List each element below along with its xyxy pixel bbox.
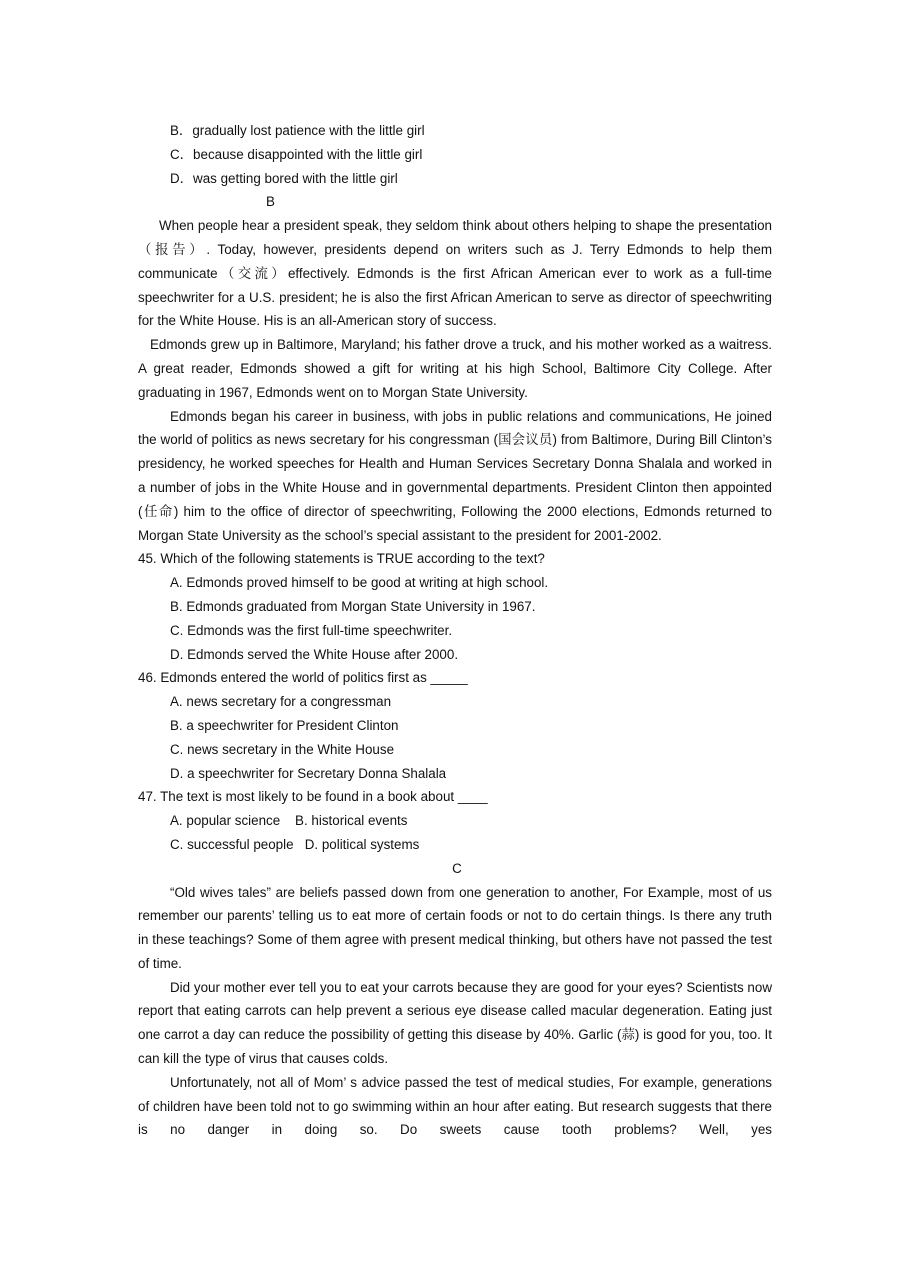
document-page bbox=[138, 119, 772, 1142]
prev-option-d: D．was getting bored with the little girl bbox=[170, 170, 398, 186]
question-46-option-c: C. news secretary in the White House bbox=[170, 741, 395, 757]
section-b-paragraph-2: Edmonds grew up in Baltimore, Maryland; his father drove a truck, and his mother worked as a waitress. A great reader, Edmonds showed a gift for writing at his high School, Baltimore City College. After graduating in 1967, Edmonds went on to Morgan State University. bbox=[138, 337, 772, 400]
question-47-stem: 47. The text is most likely to be found in a book about ____ bbox=[138, 789, 488, 805]
section-b-heading: B bbox=[266, 194, 275, 210]
question-45-option-b: B. Edmonds graduated from Morgan State University in 1967. bbox=[170, 598, 536, 614]
question-47-options-ab: A. popular science B. historical events bbox=[170, 813, 408, 829]
question-45-option-d: D. Edmonds served the White House after 2000. bbox=[170, 646, 459, 662]
question-47-options-cd: C. successful people D. political systems bbox=[170, 836, 420, 852]
question-45-option-c: C. Edmonds was the first full-time speechwriter. bbox=[170, 622, 453, 638]
prev-option-b: B．gradually lost patience with the little girl bbox=[170, 123, 425, 138]
question-46-option-d: D. a speechwriter for Secretary Donna Shalala bbox=[170, 765, 447, 781]
question-46-option-a: A. news secretary for a congressman bbox=[170, 694, 392, 710]
question-45-option-a: A. Edmonds proved himself to be good at writing at high school. bbox=[170, 575, 549, 591]
question-46-option-b: B. a speechwriter for President Clinton bbox=[170, 717, 399, 733]
section-b-paragraph-1: When people hear a president speak, they seldom think about others helping to shape the presentation（报告）. Today, however, presidents depend on writers such as J. Terry Edmonds to help them communicate（交流）effectively. Edmonds is the first African American ever to work as a full-time speechwriter for a U.S. president; he is also the first African American to serve as director of speechwriting for the White House. His is an all-American story of success. bbox=[138, 218, 772, 329]
section-c-paragraph-1: “Old wives tales” are beliefs passed down from one generation to another, For Example, most of us remember our parents’ telling us to eat more of certain foods or not to do certain things. Is there any truth in these teachings? Some of them agree with present medical thinking, but others have not passed the test of time. bbox=[138, 884, 772, 971]
question-46-stem: 46. Edmonds entered the world of politics first as _____ bbox=[138, 670, 468, 686]
section-b-paragraph-3: Edmonds began his career in business, with jobs in public relations and communications, He joined the world of politics as news secretary for his congressman (国会议员) from Baltimore, During Bill Clinton’s presidency, he worked speeches for Health and Human Services Secretary Donna Shalala and worked in a number of jobs in the White House and in governmental departments. President Clinton then appointed (任命) him to the office of director of speechwriting, Following the 2000 elections, Edmonds returned to Morgan State University as the school’s special assistant to the president for 2001-2002. bbox=[138, 408, 772, 543]
prev-option-c: C．because disappointed with the little girl bbox=[170, 146, 423, 162]
section-c-heading: C bbox=[452, 860, 462, 876]
question-45-stem: 45. Which of the following statements is TRUE according to the text? bbox=[138, 551, 545, 567]
section-c-paragraph-3: Unfortunately, not all of Mom’ s advice passed the test of medical studies, For example, generations of children have been told not to go swimming within an hour after eating. But research suggests that there is no danger in doing so. Do sweets cause tooth problems? Well, yes bbox=[138, 1074, 772, 1138]
section-c-paragraph-2: Did your mother ever tell you to eat your carrots because they are good for your eyes? Scientists now report that eating carrots can help prevent a serious eye disease called macular degeneration. Eating just one carrot a day can reduce the possibility of getting this disease by 40%. Garlic (蒜) is good for you, too. It can kill the type of virus that causes colds. bbox=[138, 979, 772, 1067]
